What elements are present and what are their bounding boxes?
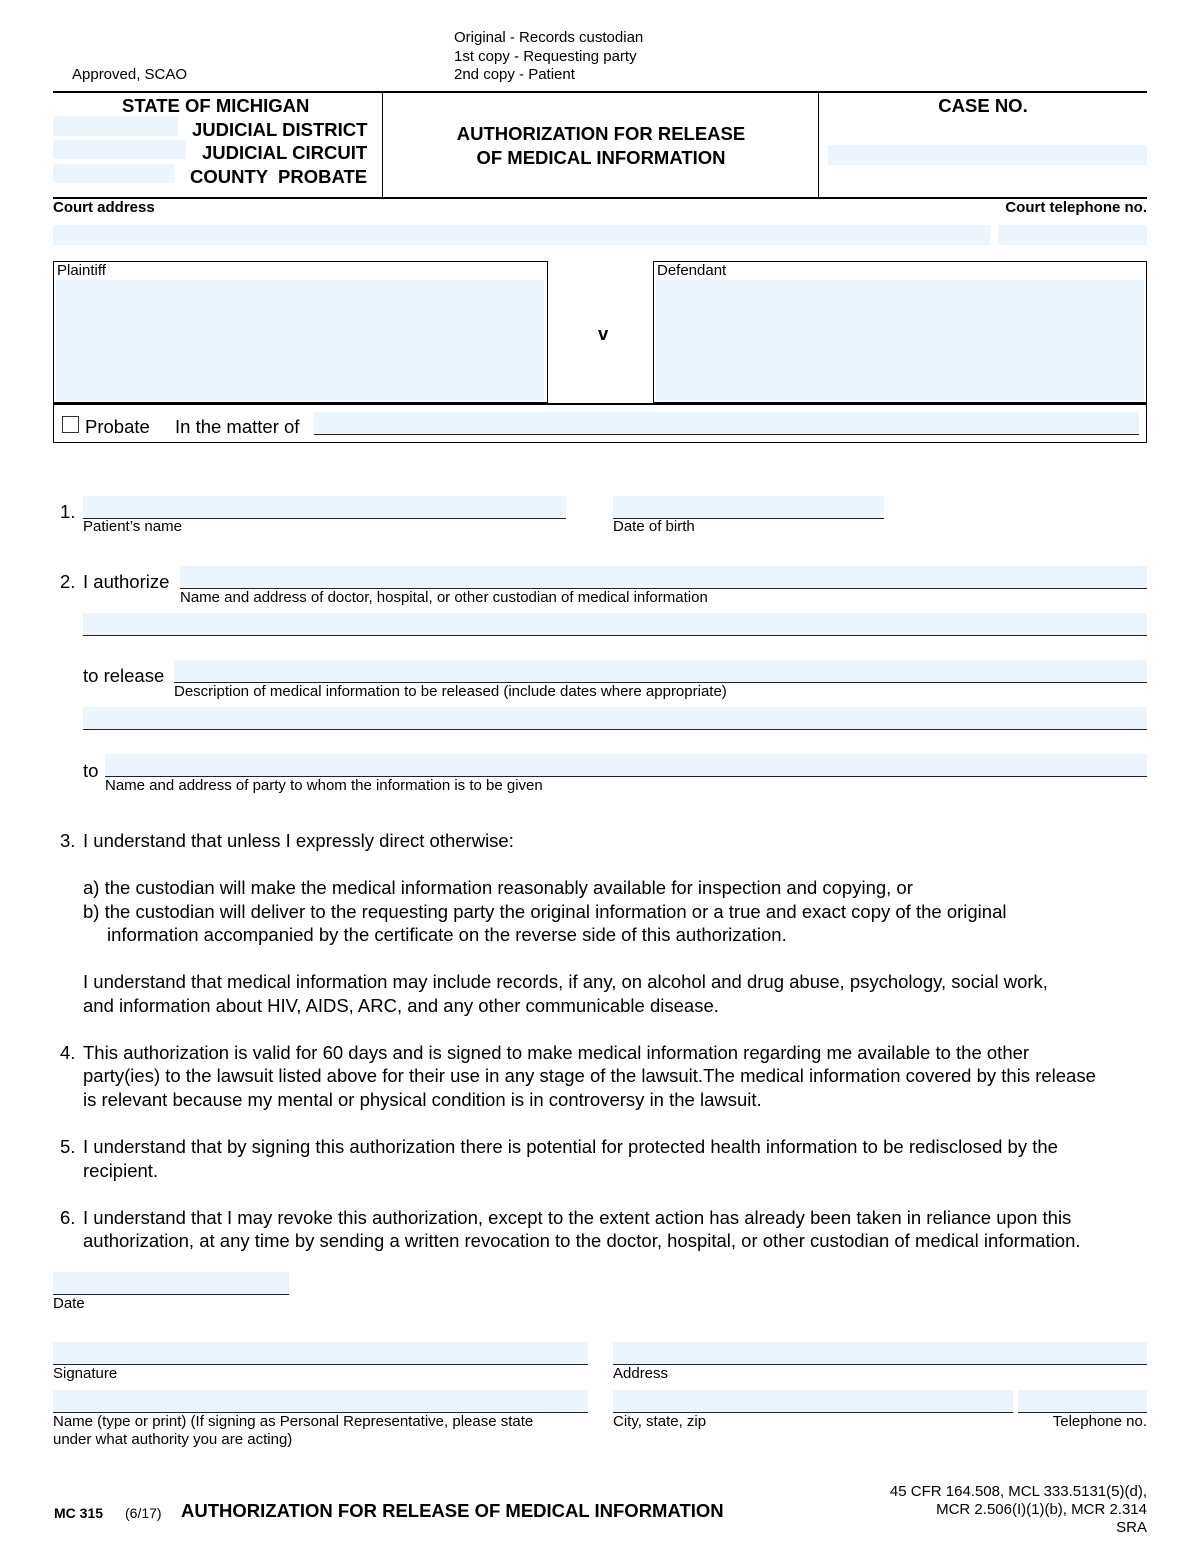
form-title-line2: OF MEDICAL INFORMATION bbox=[476, 147, 726, 168]
form-revision: (6/17) bbox=[125, 1505, 162, 1521]
date-of-birth-label: Date of birth bbox=[613, 518, 695, 535]
to-release-label: to release bbox=[83, 665, 165, 686]
citation-line3: SRA bbox=[1116, 1519, 1147, 1536]
distribution-original: Original - Records custodian bbox=[454, 29, 644, 46]
defendant-label: Defendant bbox=[657, 262, 727, 279]
release-description-caption: Description of medical information to be released (include dates where appropriate) bbox=[174, 683, 727, 700]
item-5-line1: I understand that by signing this authorization there is potential for protected health information to be redisclosed by the bbox=[83, 1136, 1058, 1157]
item-1-number: 1. bbox=[60, 501, 76, 522]
date-of-birth-field[interactable] bbox=[613, 496, 884, 519]
plaintiff-field[interactable] bbox=[56, 280, 544, 401]
citation-line1: 45 CFR 164.508, MCL 333.5131(5)(d), bbox=[889, 1483, 1147, 1500]
item-3a: a) the custodian will make the medical information reasonably available for inspection and copying, or bbox=[83, 877, 913, 898]
city-state-zip-field[interactable] bbox=[613, 1390, 1013, 1413]
patient-name-field[interactable] bbox=[83, 496, 566, 519]
signer-telephone-label: Telephone no. bbox=[1052, 1413, 1147, 1430]
patient-name-label: Patient’s name bbox=[83, 518, 182, 535]
district-field[interactable] bbox=[53, 116, 178, 136]
signature-label: Signature bbox=[53, 1365, 118, 1382]
item-3b-line1: b) the custodian will deliver to the requesting party the original information or a true and exact copy of the original bbox=[83, 901, 1007, 922]
state-heading: STATE OF MICHIGAN bbox=[122, 95, 310, 116]
defendant-box bbox=[653, 261, 1147, 403]
recipient-field[interactable] bbox=[105, 754, 1147, 777]
custodian-field[interactable] bbox=[180, 566, 1147, 589]
probate-checkbox[interactable] bbox=[62, 416, 79, 433]
release-description-field-line2[interactable] bbox=[83, 707, 1147, 730]
item-6-line2: authorization, at any time by sending a written revocation to the doctor, hospital, or other custodian of medical information. bbox=[83, 1230, 1081, 1251]
date-field[interactable] bbox=[53, 1272, 289, 1295]
form-number: MC 315 bbox=[54, 1505, 104, 1521]
approved-label: Approved, SCAO bbox=[72, 66, 188, 83]
custodian-caption: Name and address of doctor, hospital, or other custodian of medical information bbox=[180, 589, 708, 606]
matter-of-label: In the matter of bbox=[175, 416, 300, 437]
case-no-field[interactable] bbox=[828, 145, 1147, 165]
case-no-label: CASE NO. bbox=[938, 95, 1028, 116]
court-telephone-field[interactable] bbox=[998, 225, 1147, 245]
matter-of-field[interactable] bbox=[314, 412, 1139, 435]
item-3-number: 3. bbox=[60, 830, 76, 851]
court-address-label: Court address bbox=[53, 199, 155, 216]
circuit-field[interactable] bbox=[53, 140, 186, 159]
judicial-circuit-label: JUDICIAL CIRCUIT bbox=[202, 142, 368, 163]
item-6-line1: I understand that I may revoke this authorization, except to the extent action has already been taken in reliance upon this bbox=[83, 1207, 1072, 1228]
printed-name-label-line1: Name (type or print) (If signing as Personal Representative, please state bbox=[53, 1413, 534, 1430]
citation-line2: MCR 2.506(I)(1)(b), MCR 2.314 bbox=[936, 1501, 1147, 1518]
recipient-caption: Name and address of party to whom the information is to be given bbox=[105, 777, 543, 794]
header-divider-right bbox=[818, 92, 819, 198]
probate-row bbox=[53, 403, 1147, 443]
item-3-note-line2: and information about HIV, AIDS, ARC, and any other communicable disease. bbox=[83, 995, 719, 1016]
judicial-district-label: JUDICIAL DISTRICT bbox=[192, 119, 368, 140]
city-state-zip-label: City, state, zip bbox=[613, 1413, 707, 1430]
distribution-first-copy: 1st copy - Requesting party bbox=[454, 48, 637, 65]
court-address-field[interactable] bbox=[53, 225, 990, 245]
address-field[interactable] bbox=[613, 1342, 1147, 1365]
item-3b-line2: information accompanied by the certificate on the reverse side of this authorization. bbox=[107, 924, 787, 945]
item-4-line1: This authorization is valid for 60 days and is signed to make medical information regarding me available to the other bbox=[83, 1042, 1030, 1063]
date-label: Date bbox=[53, 1295, 85, 1312]
item-5-line2: recipient. bbox=[83, 1160, 159, 1181]
header-divider-left bbox=[382, 92, 383, 198]
item-5-number: 5. bbox=[60, 1136, 76, 1157]
item-4-line2: party(ies) to the lawsuit listed above for their use in any stage of the lawsuit.The medical information covered by this release bbox=[83, 1065, 1096, 1086]
printed-name-label-line2: under what authority you are acting) bbox=[53, 1431, 293, 1448]
county-probate-label: COUNTY PROBATE bbox=[190, 166, 368, 187]
form-title-line1: AUTHORIZATION FOR RELEASE bbox=[456, 123, 746, 144]
distribution-second-copy: 2nd copy - Patient bbox=[454, 66, 575, 83]
versus-label: v bbox=[598, 323, 609, 344]
item-4-line3: is relevant because my mental or physical condition is in controversy in the lawsuit. bbox=[83, 1089, 762, 1110]
item-3-intro: I understand that unless I expressly direct otherwise: bbox=[83, 830, 514, 851]
plaintiff-box bbox=[53, 261, 548, 403]
address-label: Address bbox=[613, 1365, 669, 1382]
release-description-field[interactable] bbox=[174, 660, 1147, 683]
signature-field[interactable] bbox=[53, 1342, 588, 1365]
plaintiff-label: Plaintiff bbox=[57, 262, 106, 279]
item-2-number: 2. bbox=[60, 571, 76, 592]
header-top-rule bbox=[53, 91, 1147, 93]
to-label: to bbox=[83, 760, 99, 781]
county-field[interactable] bbox=[53, 164, 174, 183]
item-3-note-line1: I understand that medical information may include records, if any, on alcohol and drug abuse, psychology, social work, bbox=[83, 971, 1048, 992]
custodian-field-line2[interactable] bbox=[83, 613, 1147, 636]
item-6-number: 6. bbox=[60, 1207, 76, 1228]
footer-title: AUTHORIZATION FOR RELEASE OF MEDICAL INFORMATION bbox=[181, 1500, 724, 1521]
court-telephone-label: Court telephone no. bbox=[1005, 199, 1147, 216]
probate-label: Probate bbox=[85, 416, 150, 437]
item-4-number: 4. bbox=[60, 1042, 76, 1063]
i-authorize-label: I authorize bbox=[83, 571, 170, 592]
header-bottom-rule bbox=[53, 197, 1147, 199]
signer-telephone-field[interactable] bbox=[1018, 1390, 1147, 1413]
printed-name-field[interactable] bbox=[53, 1390, 588, 1413]
defendant-field[interactable] bbox=[656, 280, 1144, 401]
